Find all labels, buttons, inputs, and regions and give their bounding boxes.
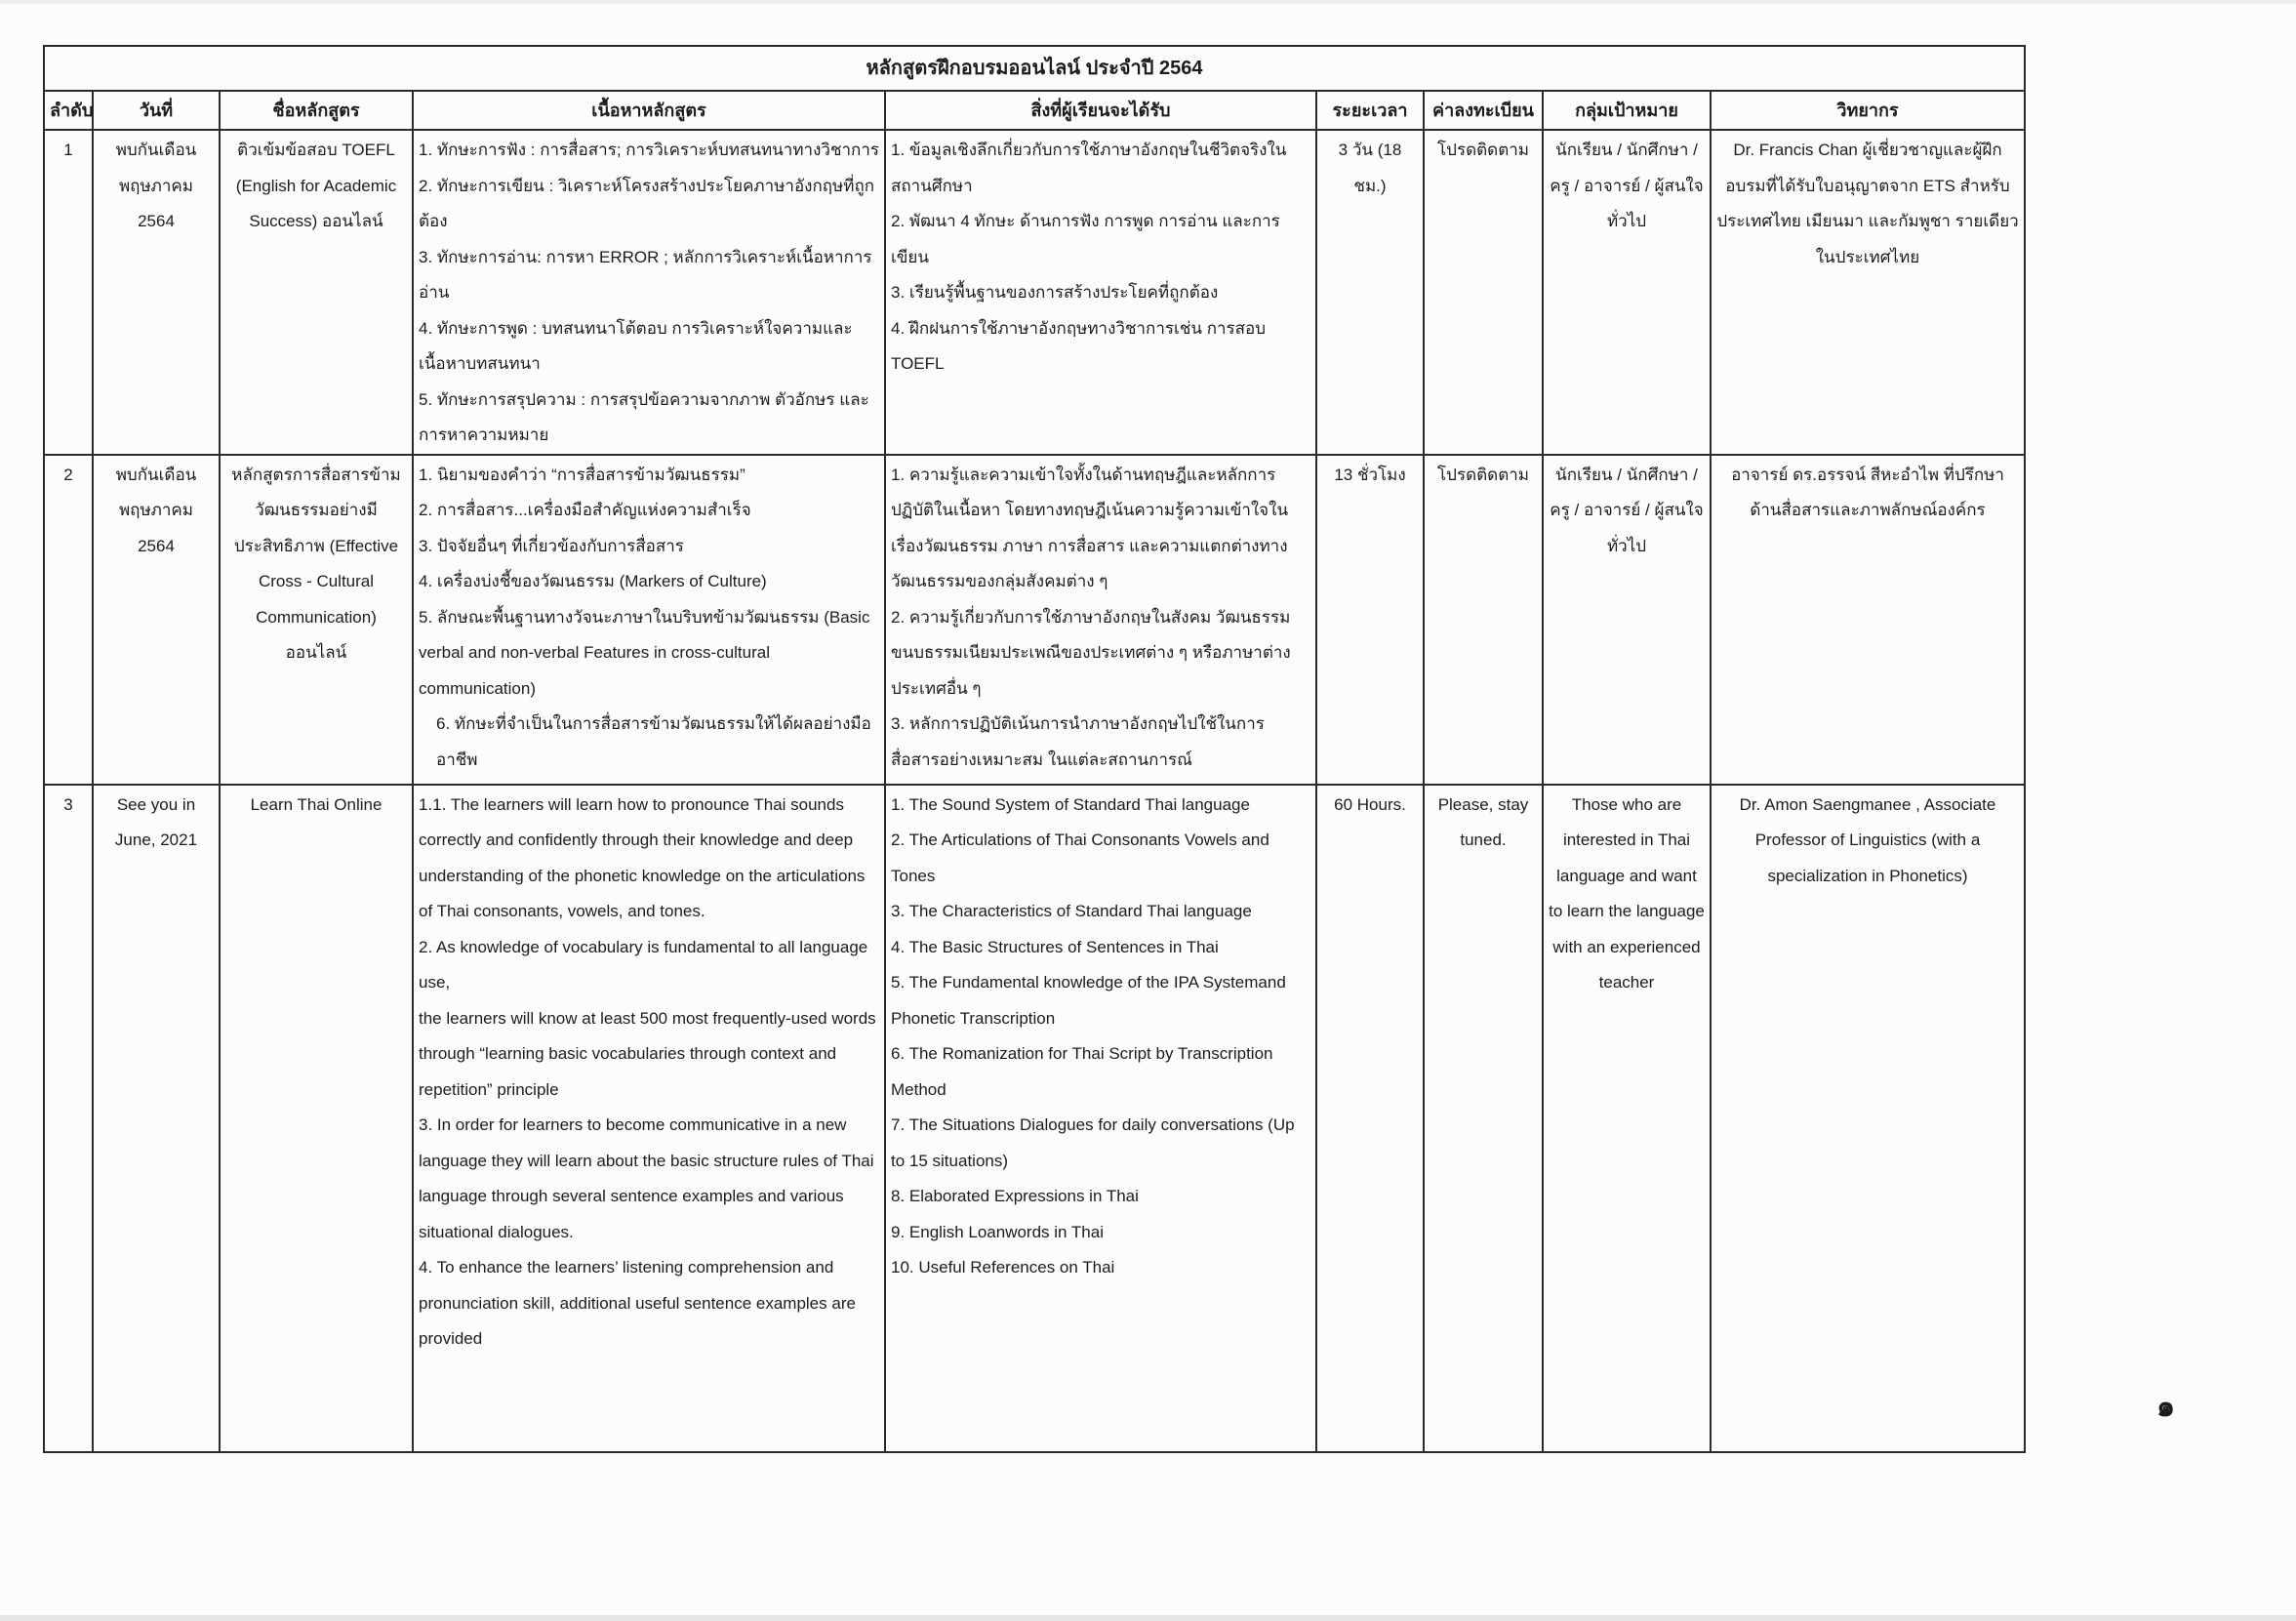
content-item: 2. As knowledge of vocabulary is fundamental to all language use, (419, 937, 868, 992)
row-fee: โปรดติดตาม (1424, 455, 1543, 785)
row-outcomes (885, 130, 1316, 455)
row-duration: 60 Hours. (1316, 785, 1424, 1452)
header-content: เนื้อหาหลักสูตร (413, 91, 885, 130)
header-speaker: วิทยากร (1711, 91, 2025, 130)
content-item: 4. To enhance the learners’ listening comprehension and pronunciation skill, additional useful sentence examples are provided (419, 1258, 856, 1348)
row-target: นักเรียน / นักศึกษา / ครู / อาจารย์ / ผู้สนใจทั่วไป (1543, 130, 1711, 455)
content-item: 1.1. The learners will learn how to pronounce Thai sounds correctly and confidently through their knowledge and deep understanding of the phonetic knowledge on the articulations of Thai consonants, vowels, and tones. (419, 794, 866, 920)
outcome-item: 6. The Romanization for Thai Script by Transcription Method (891, 1044, 1273, 1099)
row-course: ติวเข้มข้อสอบ TOEFL (English for Academic Success) ออนไลน์ (220, 130, 413, 455)
content-item: 5. ลักษณะพื้นฐานทางวัจนะภาษาในบริบทข้ามวัฒนธรรม (Basic verbal and non-verbal Features in cross-cultural communication) (419, 607, 870, 698)
row-no: 3 (44, 785, 93, 1452)
course-sheet (43, 45, 2024, 1453)
header-date: วันที่ (93, 91, 220, 130)
outcome-item: 2. The Articulations of Thai Consonants Vowels and Tones (891, 831, 1269, 885)
header-outcomes: สิ่งที่ผู้เรียนจะได้รับ (885, 91, 1316, 130)
row-date: พบกันเดือน พฤษภาคม 2564 (93, 455, 220, 785)
row-target: นักเรียน / นักศึกษา / ครู / อาจารย์ / ผู้สนใจทั่วไป (1543, 455, 1711, 785)
row-duration: 3 วัน (18 ชม.) (1316, 130, 1424, 455)
row-fee: Please, stay tuned. (1424, 785, 1543, 1452)
outcome-item: 2. ความรู้เกี่ยวกับการใช้ภาษาอังกฤษในสังคม วัฒนธรรมขนบธรรมเนียมประเพณีของประเทศต่าง ๆ หรือภาษาต่างประเทศอื่น ๆ (891, 607, 1291, 698)
outcome-item: 3. เรียนรู้พื้นฐานของการสร้างประโยคที่ถูกต้อง (891, 283, 1219, 302)
outcome-item: 4. ฝึกฝนการใช้ภาษาอังกฤษทางวิชาการเช่น การสอบ TOEFL (891, 318, 1267, 373)
page-number: ๑ (2156, 1390, 2176, 1424)
row-course: Learn Thai Online (220, 785, 413, 1452)
outcome-item: 3. The Characteristics of Standard Thai language (891, 902, 1252, 920)
row-date: พบกันเดือน พฤษภาคม 2564 (93, 130, 220, 455)
scan-edge-bottom (0, 1615, 2296, 1621)
table-row (44, 455, 2025, 785)
content-item: 2. ทักษะการเขียน : วิเคราะห์โครงสร้างประโยคภาษาอังกฤษที่ถูกต้อง (419, 176, 875, 230)
content-item: 4. เครื่องบ่งชี้ของวัฒนธรรม (Markers of Culture) (419, 572, 767, 590)
outcome-item: 5. The Fundamental knowledge of the IPA Systemand Phonetic Transcription (891, 973, 1286, 1028)
outcome-item: 1. The Sound System of Standard Thai language (891, 794, 1250, 814)
table-title: หลักสูตรฝึกอบรมออนไลน์ ประจำปี 2564 (44, 46, 2025, 91)
outcome-item: 7. The Situations Dialogues for daily conversations (Up to 15 situations) (891, 1115, 1295, 1170)
row-target: Those who are interested in Thai language and want to learn the language with an experienced teacher (1543, 785, 1711, 1452)
content-item: 2. การสื่อสาร...เครื่องมือสำคัญแห่งความสำเร็จ (419, 501, 751, 519)
row-speaker: Dr. Francis Chan ผู้เชี่ยวชาญและผู้ฝึกอบรมที่ได้รับใบอนุญาตจาก ETS สำหรับประเทศไทย เมียนมา และกัมพูชา รายเดียวในประเทศไทย (1711, 130, 2025, 455)
outcome-item: 1. ความรู้และความเข้าใจทั้งในด้านทฤษฎีและหลักการปฏิบัติในเนื้อหา โดยทางทฤษฎีเน้นความรู้ความเข้าใจในเรื่องวัฒนธรรม ภาษา การสื่อสาร และความแตกต่างทางวัฒนธรรมของกลุ่มสังคมต่าง ๆ (891, 465, 1289, 590)
table-row (44, 130, 2025, 455)
outcome-item: 4. The Basic Structures of Sentences in Thai (891, 937, 1219, 956)
row-outcomes (885, 455, 1316, 785)
scan-edge-top (0, 0, 2296, 4)
outcome-item: 3. หลักการปฏิบัติเน้นการนำภาษาอังกฤษไปใช้ในการสื่อสารอย่างเหมาะสม ในแต่ละสถานการณ์ (891, 714, 1265, 769)
header-duration: ระยะเวลา (1316, 91, 1424, 130)
table-row (44, 785, 2025, 1452)
outcome-item: 9. English Loanwords in Thai (891, 1222, 1104, 1241)
row-content (413, 785, 885, 1452)
outcome-item: 1. ข้อมูลเชิงลึกเกี่ยวกับการใช้ภาษาอังกฤษในชีวิตจริงในสถานศึกษา (891, 141, 1287, 195)
row-fee: โปรดติดตาม (1424, 130, 1543, 455)
content-item: the learners will know at least 500 most frequently-used words through “learning basic vocabularies through context and repetition” principle (419, 1008, 876, 1099)
content-item: 3. ปัจจัยอื่นๆ ที่เกี่ยวข้องกับการสื่อสาร (419, 536, 684, 555)
row-speaker: Dr. Amon Saengmanee , Associate Professor of Linguistics (with a specialization in Phonetics) (1711, 785, 2025, 1452)
row-date: See you in June, 2021 (93, 785, 220, 1452)
course-table (43, 45, 2026, 1453)
header-fee: ค่าลงทะเบียน (1424, 91, 1543, 130)
outcome-item: 10. Useful References on Thai (891, 1258, 1115, 1277)
row-no: 2 (44, 455, 93, 785)
row-course: หลักสูตรการสื่อสารข้ามวัฒนธรรมอย่างมีประสิทธิภาพ (Effective Cross - Cultural Communication) ออนไลน์ (220, 455, 413, 785)
outcome-item: 8. Elaborated Expressions in Thai (891, 1187, 1139, 1205)
row-no: 1 (44, 130, 93, 455)
row-outcomes (885, 785, 1316, 1452)
header-target: กลุ่มเป้าหมาย (1543, 91, 1711, 130)
row-speaker: อาจารย์ ดร.อรรจน์ สีหะอำไพ ที่ปรึกษาด้านสื่อสารและภาพลักษณ์องค์กร (1711, 455, 2025, 785)
header-course: ชื่อหลักสูตร (220, 91, 413, 130)
row-content (413, 130, 885, 455)
content-item: 3. In order for learners to become communicative in a new language they will learn about the basic structure rules of Thai language through several sentence examples and various situational dialogues. (419, 1115, 874, 1241)
header-row (44, 91, 2025, 130)
row-duration: 13 ชั่วโมง (1316, 455, 1424, 785)
content-item: 1. ทักษะการฟัง : การสื่อสาร; การวิเคราะห์บทสนทนาทางวิชาการ (419, 141, 879, 159)
outcome-item: 2. พัฒนา 4 ทักษะ ด้านการฟัง การพูด การอ่าน และการเขียน (891, 212, 1280, 266)
content-item: 1. นิยามของคำว่า “การสื่อสารข้ามวัฒนธรรม” (419, 465, 745, 484)
content-item: 6. ทักษะที่จำเป็นในการสื่อสารข้ามวัฒนธรรมให้ได้ผลอย่างมืออาชีพ (436, 714, 871, 769)
row-content (413, 455, 885, 785)
header-no: ลำดับ (44, 91, 93, 130)
content-item: 4. ทักษะการพูด : บทสนทนาโต้ตอบ การวิเคราะห์ใจความและเนื้อหาบทสนทนา (419, 318, 853, 373)
content-item: 5. ทักษะการสรุปความ : การสรุปข้อความจากภาพ ตัวอักษร และการหาความหมาย (419, 389, 869, 444)
content-item: 3. ทักษะการอ่าน: การหา ERROR ; หลักการวิเคราะห์เนื้อหาการอ่าน (419, 247, 872, 302)
